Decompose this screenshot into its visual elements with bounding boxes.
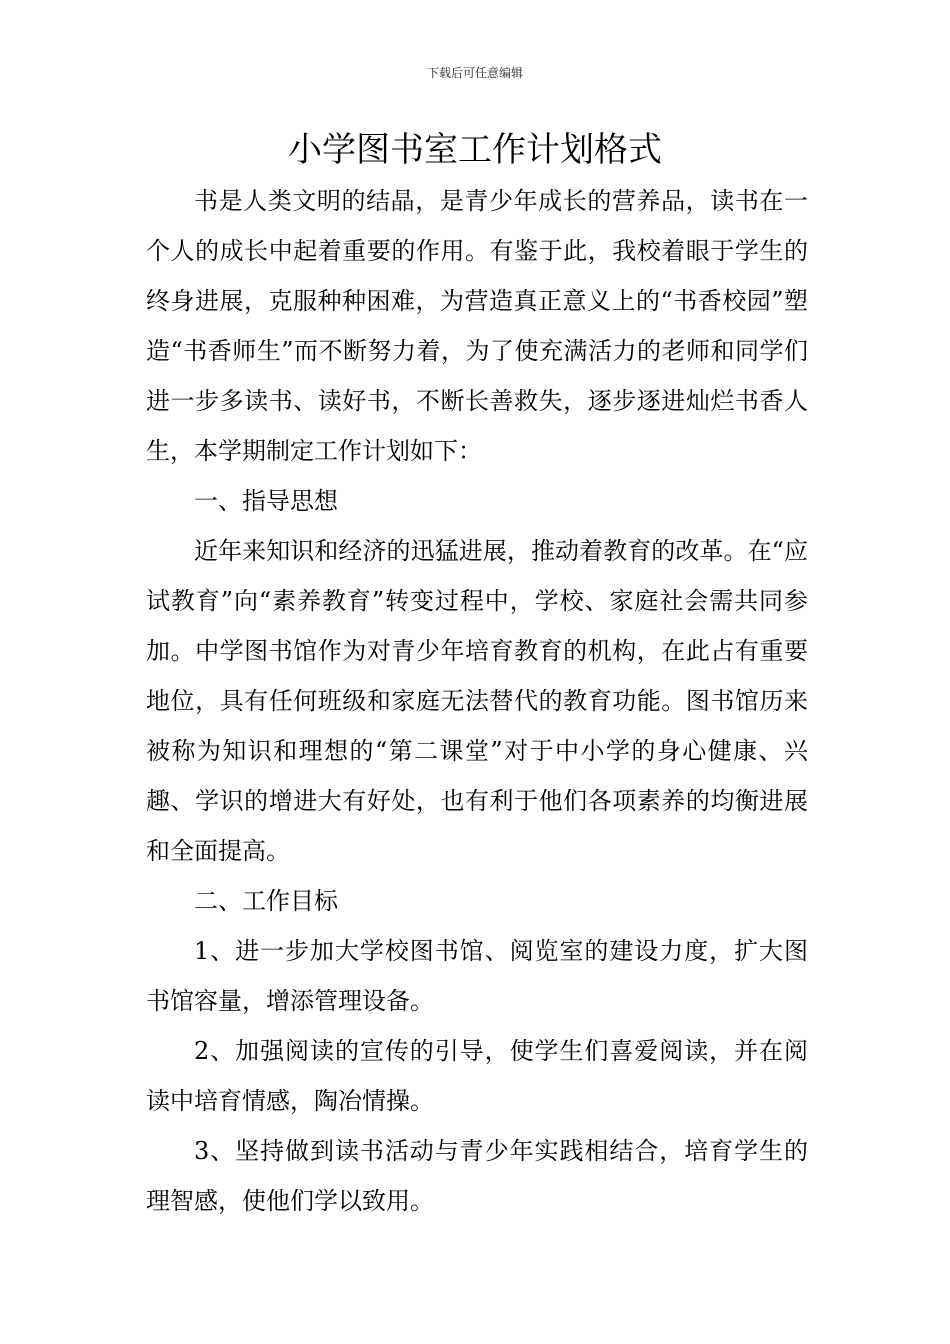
header-note: 下载后可任意编辑 <box>426 66 523 80</box>
section-heading-work-goals: 二、工作目标 <box>194 887 338 915</box>
intro-paragraph: 书是人类文明的结晶，是青少年成长的营养品，读书在一个人的成长中起着重要的作用。有鉴于此，我校着眼于学生的终身进展，克服种种困难，为营造真正意义上的“书香校园”塑造“书香师生”而不断努力着，为了使充满活力的老师和同学们进一步多读书、读好书，不断长善救失，逐步逐进灿烂书香人生，本学期制定工作计划如下： <box>146 187 808 465</box>
goal-item-2: 2、加强阅读的宣传的引导，使学生们喜爱阅读，并在阅读中培育情感，陶冶情操。 <box>146 1037 808 1115</box>
goal-item-3: 3、坚持做到读书活动与青少年实践相结合，培育学生的理智感，使他们学以致用。 <box>146 1137 808 1215</box>
goal-item-1: 1、进一步加大学校图书馆、阅览室的建设力度，扩大图书馆容量，增添管理设备。 <box>146 937 808 1015</box>
document-title: 小学图书室工作计划格式 <box>288 130 662 170</box>
document-body <box>146 176 808 1226</box>
guiding-ideology-paragraph: 近年来知识和经济的迅猛进展，推动着教育的改革。在“应试教育”向“素养教育”转变过程中，学校、家庭社会需共同参加。中学图书馆作为对青少年培育教育的机构，在此占有重要地位，具有任何班级和家庭无法替代的教育功能。图书馆历来被称为知识和理想的“第二课堂”对于中小学的身心健康、兴趣、学识的增进大有好处，也有利于他们各项素养的均衡进展和全面提高。 <box>146 537 808 865</box>
section-heading-guiding-ideology: 一、指导思想 <box>194 487 338 515</box>
